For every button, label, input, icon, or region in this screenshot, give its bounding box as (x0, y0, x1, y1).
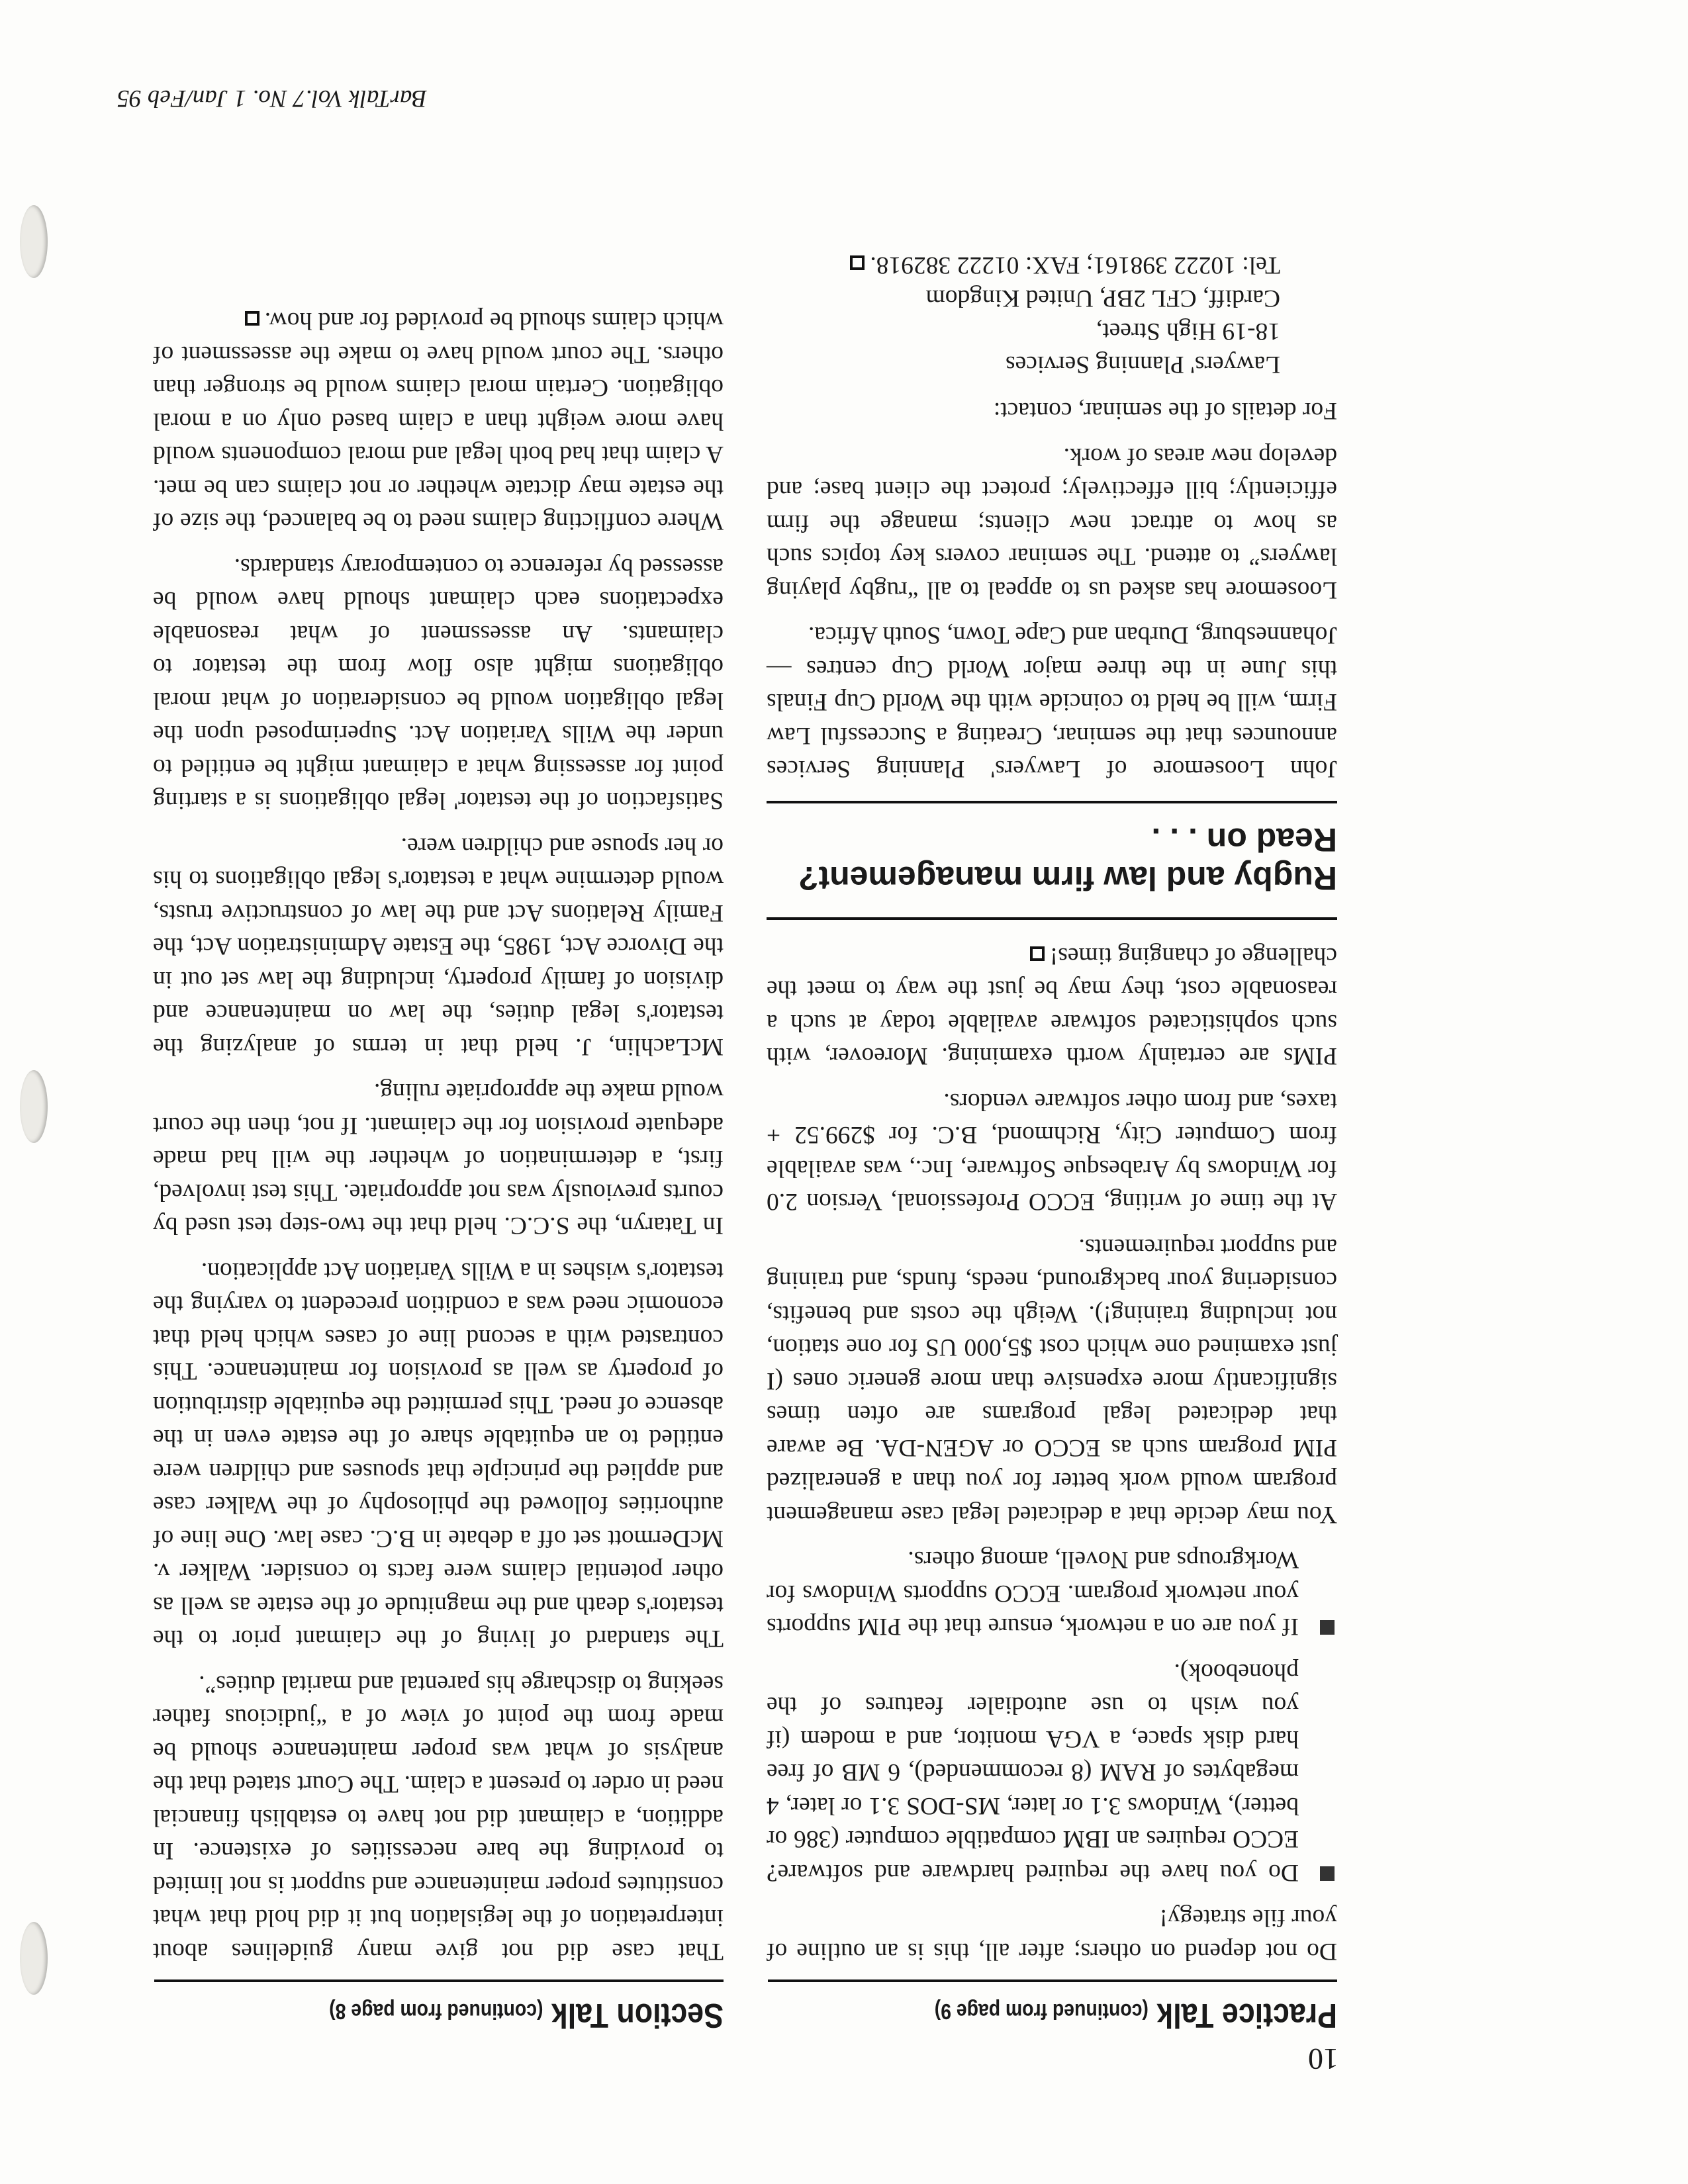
end-mark-icon (1030, 946, 1045, 961)
end-mark-icon (245, 312, 259, 326)
paragraph-conflicting (153, 304, 724, 538)
paragraph-decide: You may decide that a dedicated legal case management program would work better for you than a generalized PIM program such as ECCO or AGEN-DA. Be aware that dedicated legal programs are often times significantly more expensive than more generic ones (I just examined one which cost $5,000 US for one station, not including training!). Weigh the costs and benefits, considering your background, needs, funds, and training and support requirements. (767, 1234, 1337, 1528)
address-line-1: Lawyers' Planning Services (1006, 351, 1280, 378)
section-talk-continued-note: (continued from page 8) (329, 1999, 543, 2024)
paragraph-case: That case did not give many guidelines about interpretation of the legislation but it did hold that what constitutes proper maintenance and support is not limited to providing the bare necessities of existence. In addition, a claimant did not have to establish financial need in order to present a claim. The Court stated that the analysis of what was proper maintenance should be made from the point of view of a “judicious father seeking to discharge his parental and marital duties”. (153, 1670, 724, 1965)
section-talk-column (153, 292, 724, 2035)
contact-address (767, 248, 1337, 381)
practice-talk-continued-note: (continued from page 9) (934, 1999, 1149, 2024)
bullet-hardware-text: Do you have the required hardware and software? ECCO requires an IBM compatible computer (386 or better), Windows 3.1 or later, MS-DOS 3.1 or later, 4 megabytes of RAM (8 recommended), 6 MB of free hard disk space, a VGA monitor, and a modem (if you wish to use autodialer features of the phonebook). (767, 1659, 1299, 1886)
paragraph-tataryn: In Tataryn, the S.C.C. held that the two-step test used by courts previously was not appropriate. This test involved, first, a determination of whether the will had made adequate provision for the claimant. If not, then the court would make the appropriate ruling. (153, 1078, 724, 1240)
bullet-network (767, 1543, 1337, 1643)
paragraph-writing: At the time of writing, ECCO Professional, Version 2.0 for Windows by Arabesque Software, Inc., was available from Computer City, Richmond, B.C. for $299.52 + taxes, and from other software vendors. (767, 1088, 1337, 1216)
end-mark-icon (850, 255, 865, 270)
paragraph-satisfaction: Satisfaction of the testator' legal obligations is a starting point for assessing what a claimant might be entitled to under the Wills Variation Act. Superimposed upon the legal obligation would be consideration of what moral obligations might also flow from the testator to claimants. An assessment of what reasonable expectations each claimant should have would be assessed by reference to contemporary standards. (153, 553, 724, 815)
footer-publication: BarTalk Vol.7 No. 1 Jan/Feb 95 (117, 85, 427, 112)
address-line-2: 18-19 High Street, (1096, 318, 1280, 345)
paragraph-loosemore-2: Loosemore has asked us to appeal to all “rugby playing lawyers” to attend. The seminar covers key topics such as how to attract new clients; manage the firm efficiently; bill effectively; protect the client base; and develop new areas of work. (767, 443, 1337, 604)
practice-talk-column (767, 236, 1337, 2035)
section-talk-heading (154, 1979, 724, 2035)
rugby-article-title: Rugby and law firm management? Read on . . . (767, 801, 1337, 921)
paragraph-pims-text: PIMs are certainly worth examining. Moreover, with such sophisticated software available today at such a reasonable cost, they may be just the way to meet the challenge of changing times! (767, 942, 1337, 1070)
paragraph-details: For details of the seminar, contact: (993, 397, 1337, 425)
bullet-hardware (767, 1655, 1337, 1889)
square-bullet-icon (1320, 1621, 1335, 1635)
paragraph-conflicting-text: Where conflicting claims need to be balanced, the size of the estate may dictate whether or not claims can be met. A claim that had both legal and moral components would have more weight than a claim based only on a moral obligation. Certain moral claims would be stronger than others. The court would have to make the assessment of which claims should be provided for and how. (153, 307, 724, 535)
practice-talk-heading (768, 1979, 1337, 2035)
punch-hole-middle (20, 1070, 48, 1143)
paragraph-strategy: Do not depend on others; after all, this is an outline of your file strategy! (767, 1904, 1337, 1965)
punch-hole-bottom (20, 205, 48, 278)
paragraph-standard: The standard of living of the claimant prior to the testator's death and the magnitude of the estate as well as other potential claims were facts to consider. Walker v. McDermott set off a debate in B.C. case law. One line of authorities followed the philosophy of the Walker case and applied the principle that spouses and children were entitled to an equitable share of the estate even in the absence of need. This permitted the equitable distribution of property as well as provision for maintenance. This contrasted with a second line of cases which held that economic need was a condition precedent to varying the testator's wishes in a Wills Variation Act application. (153, 1257, 724, 1653)
page-number: 10 (1308, 2042, 1338, 2076)
address-line-3: Cardiff, CFL 2BP, United Kingdom (925, 285, 1280, 312)
punch-hole-top (20, 1922, 48, 1995)
square-bullet-icon (1320, 1866, 1335, 1881)
paragraph-pims (767, 939, 1337, 1073)
address-line-4-text: Tel: 10222 398161; FAX: 01222 382918. (870, 251, 1280, 279)
section-talk-title: Section Talk (551, 1996, 724, 2034)
bullet-network-text: If you are on a network, ensure that the PIM supports your network program. ECCO supports Windows for Workgroups and Novell, among others. (767, 1546, 1299, 1641)
paragraph-mclachlin: McLachlin, J. held that in terms of analyzing the testator's legal duties, the law on maintenance and division of family property, including the law set out in the Divorce Act, 1985, the Estate Administration Act, the Family Relations Act and the law of constructive trusts, would determine what a testator's legal obligations to his or her spouse and children were. (153, 833, 724, 1060)
paragraph-loosemore-1: John Loosemore of Lawyers' Planning Services announces that the seminar, Creating a Successful Law Firm, will be held to coincide with the World Cup Finals this June in the three major World Cup centres —Johannesburg, Durban and Cape Town, South Africa. (767, 621, 1337, 783)
practice-talk-title: Practice Talk (1156, 1996, 1337, 2034)
address-line-4 (767, 248, 1280, 281)
